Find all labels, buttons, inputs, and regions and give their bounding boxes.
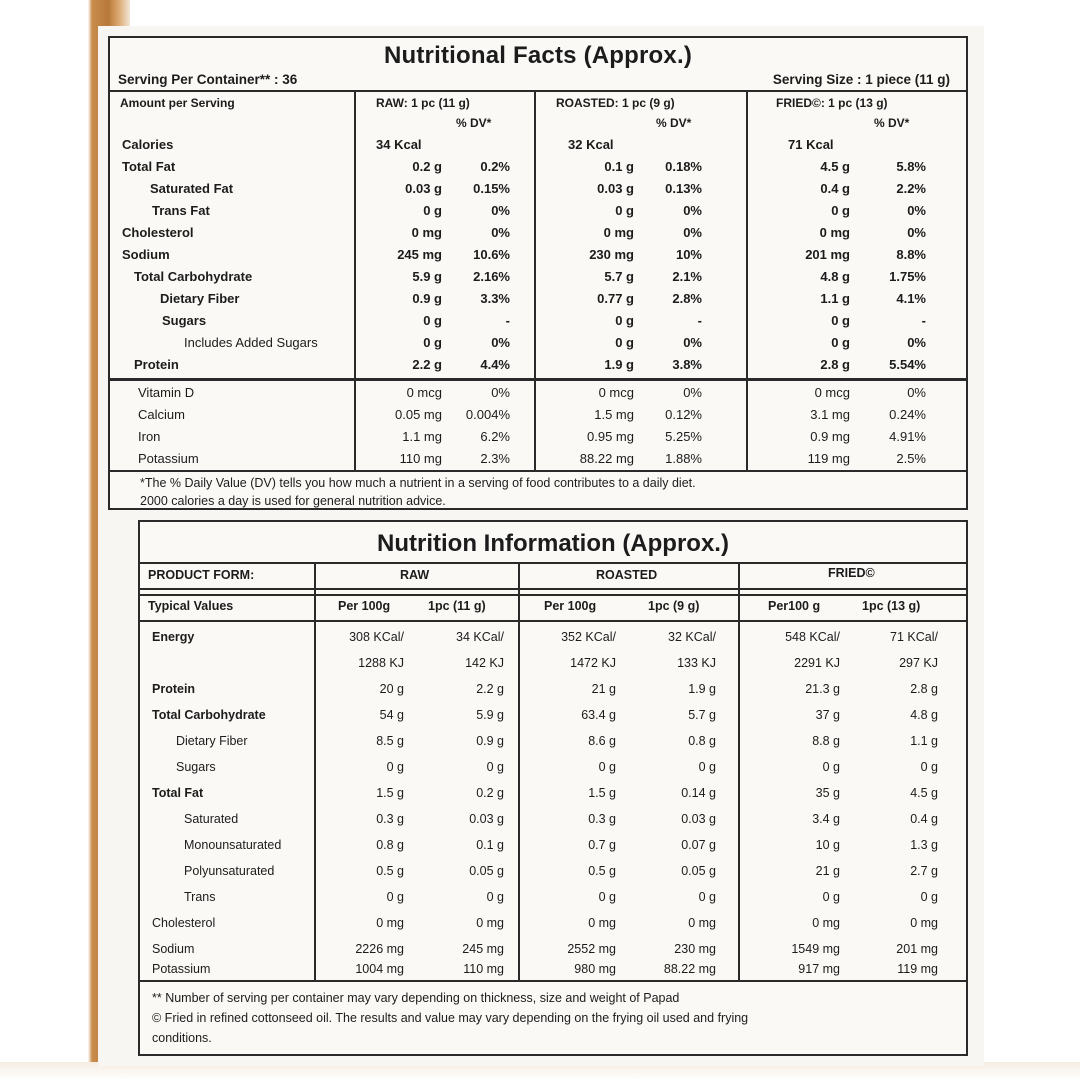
fried-dv: 0% [907, 335, 926, 350]
info-value: 21.3 g [805, 682, 840, 696]
info-value: 0.4 g [910, 812, 938, 826]
raw-amount: 0.2 g [412, 159, 442, 174]
info-row [140, 704, 968, 730]
info-value: 0.9 g [476, 734, 504, 748]
info-value: 37 g [815, 708, 840, 722]
info-row [140, 834, 968, 860]
raw-dv: 0.004% [465, 407, 510, 422]
raw-amount: 0 mg [411, 225, 442, 240]
roasted-dv: 1.88% [665, 451, 702, 466]
info-row [140, 886, 968, 912]
roasted-amount: 0 g [615, 335, 634, 350]
fried-dv: 0.24% [889, 407, 926, 422]
mineral-label: Vitamin D [138, 385, 195, 400]
info-value: 0 g [598, 890, 616, 904]
info-value: 2.2 g [476, 682, 504, 696]
fried-dv: 8.8% [896, 247, 926, 262]
footnote-line: conditions. [152, 1031, 212, 1045]
nutrient-row [110, 332, 968, 354]
roasted-calories: 32 Kcal [568, 137, 614, 152]
raw-dv: 0% [491, 335, 510, 350]
raw-amount: 0 mcg [406, 385, 442, 400]
footnote-line: © Fried in refined cottonseed oil. The results and value may vary depending on the frying oil used and frying [152, 1011, 749, 1025]
raw-dv-header: % DV* [456, 116, 492, 130]
info-value: 0 g [698, 760, 716, 774]
roasted-amount: 0.95 mg [587, 429, 634, 444]
fried-amount: 119 mg [807, 451, 850, 466]
info-divider [140, 594, 966, 596]
info-value: 54 g [379, 708, 404, 722]
roasted-dv: 0.12% [665, 407, 702, 422]
info-value: 0.8 g [376, 838, 404, 852]
fried-column-header: FRIED©: 1 pc (13 g) [776, 96, 888, 110]
roasted-dv: 0% [683, 203, 702, 218]
energy-kcal: 548 KCal/ [785, 630, 840, 644]
fried-dv: 2.2% [896, 181, 926, 196]
roasted-amount: 0 mg [603, 225, 634, 240]
info-value: 1.1 g [910, 734, 938, 748]
info-value: 4.5 g [910, 786, 938, 800]
roasted-dv: 3.8% [672, 357, 702, 372]
info-row [140, 782, 968, 808]
info-divider [140, 980, 966, 982]
fried-amount: 0 mcg [814, 385, 850, 400]
energy-kcal: 34 KCal/ [456, 630, 504, 644]
roasted-dv: - [697, 313, 702, 328]
info-label: Trans [184, 890, 216, 904]
raw-dv: 3.3% [480, 291, 510, 306]
mineral-row [110, 382, 968, 404]
raw-dv: 0.2% [480, 159, 510, 174]
energy-kcal: 71 KCal/ [890, 630, 938, 644]
serving-size: Serving Size : 1 piece (11 g) [772, 72, 950, 87]
energy-kj: 1288 KJ [358, 656, 404, 670]
info-value: 0 g [386, 760, 404, 774]
info-divider [140, 588, 966, 590]
roasted-dv: 2.1% [672, 269, 702, 284]
mineral-row [110, 426, 968, 448]
info-label: Total Carbohydrate [152, 708, 266, 722]
raw-amount: 0 g [423, 313, 442, 328]
nutrient-row [110, 156, 968, 178]
roasted-amount: 0 mcg [598, 385, 634, 400]
fried-dv: 0% [907, 385, 926, 400]
energy-kcal: 308 KCal/ [349, 630, 404, 644]
roasted-dv: 0% [683, 385, 702, 400]
servings-per-container: Serving Per Container** : 36 [118, 72, 298, 87]
fried-calories: 71 Kcal [788, 137, 834, 152]
info-value: 2226 mg [355, 942, 404, 956]
raw-dv: 10.6% [473, 247, 510, 262]
roasted-amount: 0 g [615, 203, 634, 218]
info-row [140, 756, 968, 782]
info-label: Potassium [152, 962, 211, 976]
calories-row [110, 134, 968, 156]
info-value: 1.5 g [376, 786, 404, 800]
raw-amount: 0 g [423, 335, 442, 350]
info-value: 0.05 g [469, 864, 504, 878]
fried-dv: 5.54% [889, 357, 926, 372]
roasted-amount: 1.9 g [604, 357, 634, 372]
info-value: 21 g [591, 682, 616, 696]
info-title: Nutrition Information (Approx.) [377, 530, 729, 557]
info-value: 88.22 mg [663, 962, 716, 976]
info-label: Total Fat [152, 786, 204, 800]
energy-label: Energy [152, 630, 195, 644]
info-label: Dietary Fiber [176, 734, 248, 748]
info-row [140, 960, 968, 980]
info-value: 0.3 g [376, 812, 404, 826]
nutrient-row [110, 266, 968, 288]
fried-amount: 0 mg [819, 225, 850, 240]
roasted-dv: 0% [683, 225, 702, 240]
raw-dv: 6.2% [480, 429, 510, 444]
nutrient-label: Trans Fat [152, 203, 210, 218]
energy-kj: 133 KJ [677, 656, 716, 670]
raw-dv: 0% [491, 203, 510, 218]
roasted-dv: 2.8% [672, 291, 702, 306]
fried-amount: 0 g [831, 313, 850, 328]
raw-amount: 0.05 mg [395, 407, 442, 422]
nutrient-label: Cholesterol [122, 225, 194, 240]
roasted-dv: 0.13% [665, 181, 702, 196]
raw-amount: 1.1 mg [402, 429, 442, 444]
nutrient-row [110, 200, 968, 222]
info-value: 8.5 g [376, 734, 404, 748]
raw-amount: 2.2 g [412, 357, 442, 372]
info-label: Polyunsaturated [184, 864, 275, 878]
nutrient-label: Total Carbohydrate [134, 269, 253, 284]
energy-kj: 142 KJ [465, 656, 504, 670]
roasted-amount: 0 g [615, 313, 634, 328]
mineral-label: Potassium [138, 451, 199, 466]
info-row [140, 678, 968, 704]
nutrient-label: Total Fat [122, 159, 176, 174]
nutrient-row [110, 222, 968, 244]
fried-amount: 0.9 mg [810, 429, 850, 444]
info-value: 1549 mg [791, 942, 840, 956]
fried-dv: - [921, 313, 926, 328]
roasted-amount: 5.7 g [604, 269, 634, 284]
nutrition-information-panel [138, 520, 968, 1056]
energy-kcal: 352 KCal/ [561, 630, 616, 644]
fried-amount: 201 mg [805, 247, 850, 262]
raw-amount: 0 g [423, 203, 442, 218]
info-value: 0.2 g [476, 786, 504, 800]
info-value: 0.3 g [588, 812, 616, 826]
info-value: 2552 mg [567, 942, 616, 956]
info-row [140, 860, 968, 886]
form-fried: FRIED© [828, 566, 875, 580]
fried-dv: 0% [907, 203, 926, 218]
mineral-row [110, 404, 968, 426]
calories-label: Calories [122, 137, 174, 152]
info-value: 980 mg [574, 962, 616, 976]
fried-dv: 5.8% [896, 159, 926, 174]
fried-amount: 4.5 g [820, 159, 850, 174]
sub-header: 1pc (11 g) [428, 599, 486, 613]
facts-footnote [140, 474, 960, 510]
info-value: 201 mg [896, 942, 938, 956]
info-value: 2.7 g [910, 864, 938, 878]
nutrient-label: Saturated Fat [150, 181, 234, 196]
raw-dv: 0% [491, 225, 510, 240]
roasted-dv: 5.25% [665, 429, 702, 444]
nutrient-row [110, 288, 968, 310]
raw-dv: 0% [491, 385, 510, 400]
info-value: 0.07 g [681, 838, 716, 852]
raw-amount: 5.9 g [412, 269, 442, 284]
info-value: 0 g [486, 890, 504, 904]
info-value: 1.9 g [688, 682, 716, 696]
info-value: 4.8 g [910, 708, 938, 722]
sub-header: 1pc (13 g) [862, 599, 921, 613]
fried-dv: 4.91% [889, 429, 926, 444]
nutrient-row [110, 244, 968, 266]
nutrition-facts-panel [108, 36, 968, 510]
info-value: 63.4 g [581, 708, 616, 722]
info-value: 0 g [822, 760, 840, 774]
raw-dv: 2.16% [473, 269, 510, 284]
raw-calories: 34 Kcal [376, 137, 422, 152]
raw-dv: - [505, 313, 510, 328]
info-value: 1004 mg [355, 962, 404, 976]
info-label: Cholesterol [152, 916, 216, 930]
sub-header: Per 100g [544, 599, 597, 613]
info-value: 0.7 g [588, 838, 616, 852]
info-value: 0.1 g [476, 838, 504, 852]
info-value: 0.03 g [469, 812, 504, 826]
fried-dv: 0% [907, 225, 926, 240]
fried-amount: 0 g [831, 203, 850, 218]
info-label: Protein [152, 682, 196, 696]
info-value: 110 mg [463, 962, 504, 976]
energy-kj-row [140, 652, 968, 678]
roasted-amount: 0.03 g [597, 181, 634, 196]
roasted-dv: 0.18% [665, 159, 702, 174]
info-footnote [152, 988, 958, 1048]
fried-amount: 0 g [831, 335, 850, 350]
info-value: 0 g [486, 760, 504, 774]
info-value: 0 mg [688, 916, 716, 930]
fried-dv: 4.1% [896, 291, 926, 306]
nutrient-label: Sodium [122, 247, 170, 262]
info-value: 917 mg [798, 962, 840, 976]
facts-divider-minerals [110, 378, 966, 381]
amount-per-serving-label: Amount per Serving [120, 96, 235, 110]
raw-dv: 0.15% [473, 181, 510, 196]
nutrient-row [110, 354, 968, 376]
info-value: 0.5 g [588, 864, 616, 878]
sub-header: Per100 g [768, 599, 821, 613]
info-value: 8.8 g [812, 734, 840, 748]
raw-dv: 4.4% [480, 357, 510, 372]
roasted-amount: 0.77 g [597, 291, 634, 306]
info-value: 21 g [815, 864, 840, 878]
info-value: 20 g [379, 682, 404, 696]
raw-column-header: RAW: 1 pc (11 g) [376, 96, 470, 110]
fried-amount: 4.8 g [820, 269, 850, 284]
info-value: 0.03 g [681, 812, 716, 826]
energy-kj: 297 KJ [899, 656, 938, 670]
fried-amount: 3.1 mg [810, 407, 850, 422]
info-value: 10 g [815, 838, 840, 852]
raw-amount: 110 mg [399, 451, 442, 466]
mineral-row [110, 448, 968, 470]
raw-dv: 2.3% [480, 451, 510, 466]
energy-kcal-row [140, 626, 968, 652]
sub-header: Per 100g [338, 599, 391, 613]
roasted-dv-header: % DV* [656, 116, 692, 130]
typical-values-label: Typical Values [148, 599, 234, 613]
facts-divider-top [110, 90, 966, 92]
fried-dv-header: % DV* [874, 116, 910, 130]
info-value: 0 g [598, 760, 616, 774]
facts-divider-footnote [110, 470, 966, 472]
info-value: 0 g [698, 890, 716, 904]
energy-kj: 2291 KJ [794, 656, 840, 670]
info-value: 0 mg [476, 916, 504, 930]
info-value: 230 mg [674, 942, 716, 956]
info-row [140, 730, 968, 756]
product-form-label: PRODUCT FORM: [148, 568, 255, 582]
nutrient-label: Includes Added Sugars [184, 335, 318, 350]
fried-amount: 0.4 g [820, 181, 850, 196]
sub-header: 1pc (9 g) [648, 599, 700, 613]
info-value: 0.8 g [688, 734, 716, 748]
info-divider [140, 562, 966, 564]
roasted-amount: 1.5 mg [594, 407, 634, 422]
info-value: 3.4 g [812, 812, 840, 826]
info-value: 2.8 g [910, 682, 938, 696]
raw-amount: 0.9 g [412, 291, 442, 306]
info-value: 5.9 g [476, 708, 504, 722]
fried-amount: 2.8 g [820, 357, 850, 372]
info-value: 0 g [822, 890, 840, 904]
info-value: 5.7 g [688, 708, 716, 722]
fried-dv: 2.5% [896, 451, 926, 466]
roasted-column-header: ROASTED: 1 pc (9 g) [556, 96, 675, 110]
info-value: 0.14 g [681, 786, 716, 800]
info-label: Saturated [184, 812, 239, 826]
raw-amount: 245 mg [397, 247, 442, 262]
nutrient-label: Dietary Fiber [160, 291, 240, 306]
info-value: 0 g [920, 890, 938, 904]
fried-dv: 1.75% [889, 269, 926, 284]
mineral-label: Calcium [138, 407, 185, 422]
info-value: 35 g [815, 786, 840, 800]
info-row [140, 912, 968, 938]
roasted-amount: 88.22 mg [579, 451, 634, 466]
energy-kj: 1472 KJ [570, 656, 616, 670]
info-value: 0 mg [588, 916, 616, 930]
info-value: 0 g [920, 760, 938, 774]
info-value: 0 mg [376, 916, 404, 930]
info-value: 0 g [386, 890, 404, 904]
footnote-line: ** Number of serving per container may vary depending on thickness, size and weight of Papad [152, 991, 680, 1005]
roasted-amount: 230 mg [589, 247, 634, 262]
info-value: 1.5 g [588, 786, 616, 800]
fried-amount: 1.1 g [820, 291, 850, 306]
info-row [140, 808, 968, 834]
nutrient-label: Sugars [162, 313, 207, 328]
roasted-dv: 10% [675, 247, 702, 262]
info-label: Sodium [152, 942, 195, 956]
nutrient-row [110, 178, 968, 200]
form-roasted: ROASTED [596, 568, 658, 582]
info-value: 8.6 g [588, 734, 616, 748]
info-value: 0 mg [910, 916, 938, 930]
info-value: 245 mg [462, 942, 504, 956]
info-value: 1.3 g [910, 838, 938, 852]
mineral-label: Iron [138, 429, 161, 444]
footnote-line: 2000 calories a day is used for general nutrition advice. [140, 494, 446, 508]
info-label: Sugars [176, 760, 216, 774]
footnote-line: *The % Daily Value (DV) tells you how much a nutrient in a serving of food contributes to a daily diet. [140, 476, 696, 490]
info-divider [140, 620, 966, 622]
info-label: Monounsaturated [184, 838, 282, 852]
energy-kcal: 32 KCal/ [668, 630, 716, 644]
nutrient-label: Protein [134, 357, 179, 372]
raw-amount: 0.03 g [405, 181, 442, 196]
form-raw: RAW [400, 568, 430, 582]
info-value: 119 mg [897, 962, 938, 976]
info-value: 0 mg [812, 916, 840, 930]
info-value: 0.5 g [376, 864, 404, 878]
facts-title: Nutritional Facts (Approx.) [383, 42, 693, 69]
roasted-dv: 0% [683, 335, 702, 350]
info-value: 0.05 g [681, 864, 716, 878]
roasted-amount: 0.1 g [604, 159, 634, 174]
nutrient-row [110, 310, 968, 332]
